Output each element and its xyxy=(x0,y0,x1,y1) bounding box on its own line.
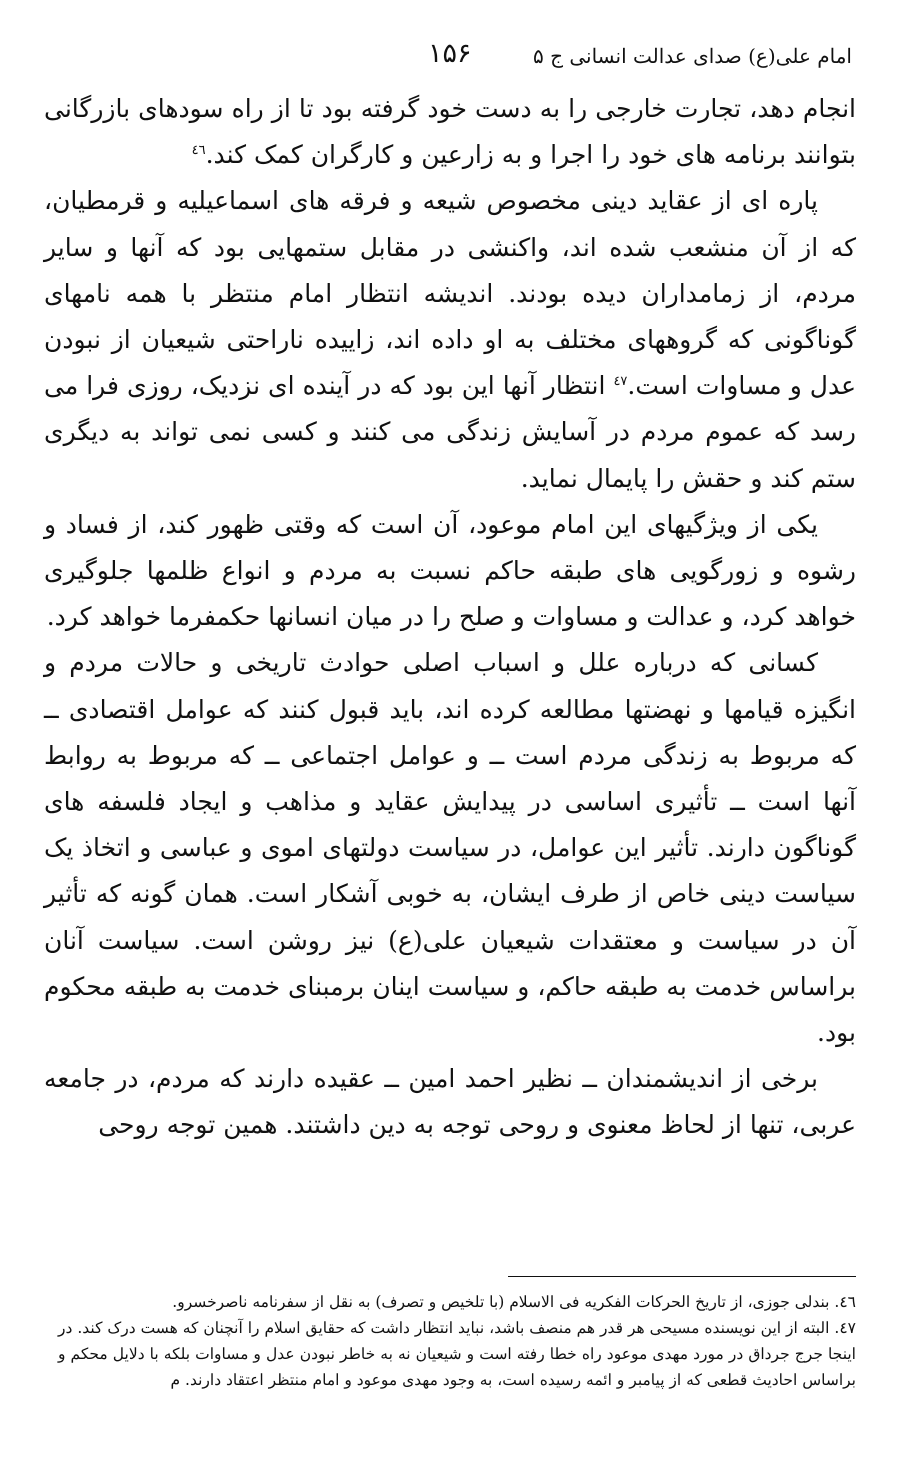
paragraph-5: برخی از اندیشمندان ــ نظیر احمد امین ــ عقیده دارند که مردم، در جامعه عربی، تنها از لحاظ معنوی و روحی توجه به دین داشتند. همین توجه روحی xyxy=(44,1064,856,1140)
footnote-46: ٤٦. بندلی جوزی، از تاریخ الحرکات الفکریه فی الاسلام (با تلخیص و تصرف) به نقل از سفرنامه ناصرخسرو. xyxy=(172,1293,856,1311)
paragraph-2-text-a: پاره ای از عقاید دینی مخصوص شیعه و فرقه های اسماعیلیه و قرمطیان، که از آن منشعب شده اند، واکنشی در مقابل ستمهایی بود که آنها و سایر مردم، از زمامداران دیده بودند. اندیشه انتظار امام منتظر با همه نامهای گوناگونی که گروههای مختلف به او داده اند، زاییده ناراحتی شیعیان از نبودن عدل و مساوات است. xyxy=(44,186,856,401)
footnote-ref-47[interactable]: ٤٧ xyxy=(613,374,628,390)
paragraph-1-text: انجام دهد، تجارت خارجی را به دست خود گرفته بود تا از راه سودهای بازرگانی بتوانند برنامه های خود را اجرا و به زارعین و کارگران کمک کند. xyxy=(44,94,856,170)
running-title: امام علی(ع) صدای عدالت انسانی ج ۵ xyxy=(532,44,852,68)
paragraph-3: یکی از ویژگیهای این امام موعود، آن است که وقتی ظهور کند، از فساد و رشوه و زورگویی های طبقه حاکم نسبت به مردم و انواع ظلمها جلوگیری خواهد کرد، و عدالت و مساوات و صلح را در میان انسانها حکمفرما خواهد کرد. xyxy=(44,509,856,632)
footnotes xyxy=(58,1289,856,1393)
page-number: ۱۵۶ xyxy=(428,38,472,69)
footnote-47: ٤٧. البته از این نویسنده مسیحی هر قدر هم منصف باشد، نباید انتظار داشت که حقایق اسلام را آنچنان که هست درک کند. در اینجا جرج جرداق در مورد مهدی موعود راه خطا رفته است و شیعیان نه به خاطر نبودن عدل و مساوات بلکه با دلایل محکم و براساس احادیث قطعی که از پیامبر و ائمه رسیده است، به وجود مهدی موعود و امام منتظر اعتقاد دارند. م xyxy=(58,1319,856,1389)
paragraph-4: کسانی که درباره علل و اسباب اصلی حوادث تاریخی و حالات مردم و انگیزه قیامها و نهضتها مطالعه کرده اند، باید قبول کنند که عوامل اقتصادی ــ که مربوط به زندگی مردم است ــ و عوامل اجتماعی ــ که مربوط به روابط آنها است ــ تأثیری اساسی در پیدایش عقاید و مذاهب و ایجاد فلسفه های گوناگون دارند. تأثیر این عوامل، در سیاست دولتهای اموی و عباسی و اتخاذ یک سیاست دینی خاص از طرف ایشان، به خوبی آشکار است. همان گونه که تأثیر آن در سیاست و معتقدات شیعیان علی(ع) نیز روشن است. سیاست آنان براساس خدمت به طبقه حاکم، و سیاست اینان برمبنای خدمت به طبقه محکوم بود. xyxy=(44,648,856,1048)
footnote-ref-46[interactable]: ٤٦ xyxy=(191,143,206,159)
page-header xyxy=(0,38,900,78)
footnote-divider xyxy=(508,1276,856,1277)
paragraph-2-text-b: انتظار آنها این بود که در آینده ای نزدیک، روزی فرا می رسد که عموم مردم در آسایش زندگی می کنند و کسی نمی تواند به دیگری ستم کند و حقش را پایمال نماید. xyxy=(44,371,856,493)
main-text xyxy=(44,86,856,1149)
paragraph-2 xyxy=(44,178,856,501)
paragraph-1 xyxy=(44,86,856,178)
